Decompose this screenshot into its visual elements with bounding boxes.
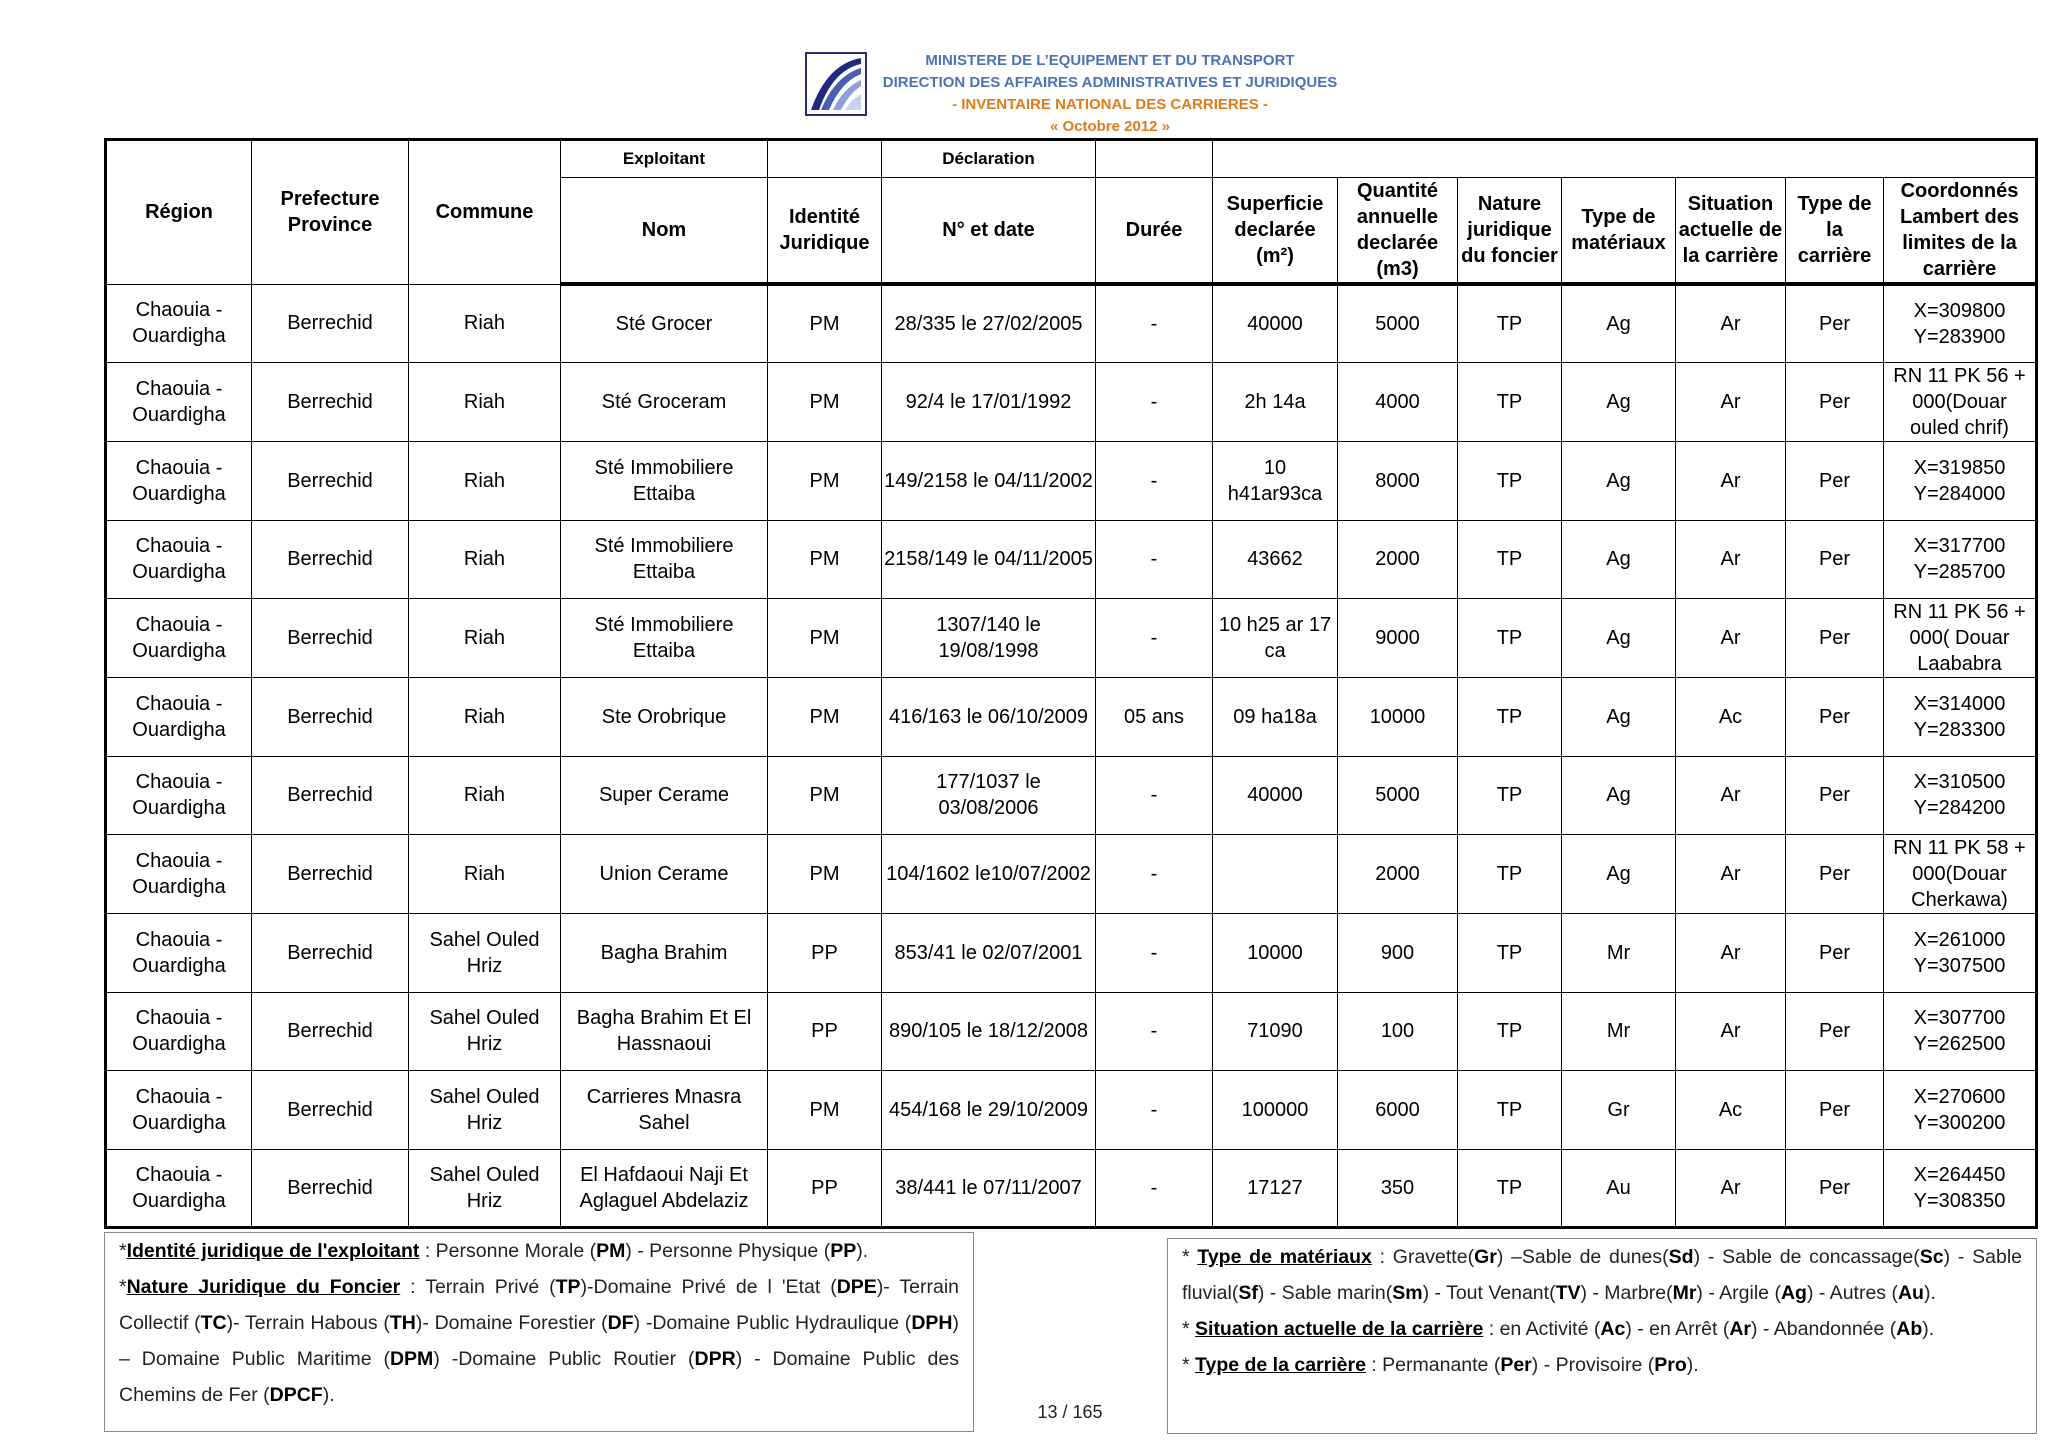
cell-prefecture: Berrechid	[252, 914, 409, 993]
legend-code: DPE	[836, 1276, 877, 1298]
legend-left	[104, 1232, 974, 1432]
cell-nature: TP	[1458, 678, 1562, 757]
cell-type-carriere: Per	[1786, 678, 1884, 757]
col-header-superficie: Superficie declarée (m²)	[1213, 178, 1338, 285]
legend-text: ) - Provisoire (	[1531, 1354, 1655, 1376]
cell-situation: Ac	[1676, 1071, 1786, 1150]
cell-nom: Sté Immobiliere Ettaiba	[561, 599, 768, 678]
legend-code: Pro	[1654, 1354, 1687, 1376]
cell-prefecture: Berrechid	[252, 520, 409, 599]
cell-situation: Ar	[1676, 363, 1786, 442]
cell-type-carriere: Per	[1786, 1149, 1884, 1228]
table-row	[106, 1149, 2037, 1228]
header-row-groups	[106, 140, 2037, 178]
cell-region: Chaouia - Ouardigha	[106, 520, 252, 599]
cell-type-carriere: Per	[1786, 442, 1884, 521]
legend-bullet: *	[119, 1276, 127, 1298]
cell-region: Chaouia - Ouardigha	[106, 992, 252, 1071]
legend-code: Sm	[1392, 1282, 1423, 1304]
table-row	[106, 756, 2037, 835]
cell-type-materiaux: Ag	[1562, 599, 1676, 678]
legend-code: Sf	[1238, 1282, 1258, 1304]
cell-nature: TP	[1458, 520, 1562, 599]
table-row	[106, 1071, 2037, 1150]
cell-situation: Ar	[1676, 442, 1786, 521]
cell-region: Chaouia - Ouardigha	[106, 678, 252, 757]
cell-commune: Riah	[409, 835, 561, 914]
legend-code: PP	[830, 1240, 857, 1262]
cell-numero-date: 1307/140 le 19/08/1998	[882, 599, 1096, 678]
cell-prefecture: Berrechid	[252, 599, 409, 678]
cell-type-carriere: Per	[1786, 520, 1884, 599]
table-row	[106, 835, 2037, 914]
cell-numero-date: 92/4 le 17/01/1992	[882, 363, 1096, 442]
legend-code: Sc	[1919, 1246, 1944, 1268]
cell-quantite: 8000	[1338, 442, 1458, 521]
table-body	[106, 284, 2037, 1228]
cell-type-carriere: Per	[1786, 914, 1884, 993]
cell-identite: PM	[768, 442, 882, 521]
col-header-coordonnees: Coordonnés Lambert des limites de la carrière	[1884, 178, 2037, 285]
cell-nature: TP	[1458, 442, 1562, 521]
legend-text: )-Domaine Privé de l 'Etat (	[580, 1276, 837, 1298]
cell-coordonnees: X=317700 Y=285700	[1884, 520, 2037, 599]
header-text	[870, 50, 1350, 138]
legend-text: : en Activité (	[1483, 1318, 1601, 1340]
header-direction: DIRECTION DES AFFAIRES ADMINISTRATIVES ET JURIDIQUES	[882, 74, 1338, 91]
cell-situation: Ar	[1676, 835, 1786, 914]
cell-nom: Bagha Brahim	[561, 914, 768, 993]
cell-commune: Riah	[409, 363, 561, 442]
legend-bullet: *	[1182, 1246, 1198, 1268]
header-inventory: - INVENTAIRE NATIONAL DES CARRIERES -	[952, 96, 1268, 113]
cell-nature: TP	[1458, 1149, 1562, 1228]
cell-nom: Ste Orobrique	[561, 678, 768, 757]
group-header-declaration: Déclaration	[882, 140, 1096, 178]
cell-type-carriere: Per	[1786, 756, 1884, 835]
legend-code: DPH	[911, 1312, 953, 1334]
table-header	[106, 140, 2037, 285]
col-header-region: Région	[106, 140, 252, 285]
group-header-empty-1	[768, 140, 882, 178]
cell-prefecture: Berrechid	[252, 284, 409, 363]
cell-numero-date: 38/441 le 07/11/2007	[882, 1149, 1096, 1228]
legend-text: ) - Tout Venant(	[1422, 1282, 1556, 1304]
legend-right	[1167, 1238, 2037, 1434]
cell-numero-date: 149/2158 le 04/11/2002	[882, 442, 1096, 521]
legend-code: DF	[607, 1312, 634, 1334]
cell-region: Chaouia - Ouardigha	[106, 599, 252, 678]
legend-nature	[119, 1269, 959, 1413]
cell-nature: TP	[1458, 914, 1562, 993]
legend-code: Ar	[1729, 1318, 1752, 1340]
cell-quantite: 4000	[1338, 363, 1458, 442]
table-row	[106, 599, 2037, 678]
legend-text: ).	[1686, 1354, 1699, 1376]
cell-superficie: 17127	[1213, 1149, 1338, 1228]
legend-type-carriere-title: Type de la carrière	[1195, 1354, 1366, 1376]
legend-text: : Gravette(	[1371, 1246, 1475, 1268]
cell-type-materiaux: Au	[1562, 1149, 1676, 1228]
legend-code: TP	[555, 1276, 581, 1298]
cell-prefecture: Berrechid	[252, 992, 409, 1071]
cell-superficie: 40000	[1213, 756, 1338, 835]
legend-bullet: *	[119, 1240, 127, 1262]
cell-duree: -	[1096, 520, 1213, 599]
cell-type-carriere: Per	[1786, 599, 1884, 678]
cell-superficie: 100000	[1213, 1071, 1338, 1150]
cell-prefecture: Berrechid	[252, 1149, 409, 1228]
cell-nature: TP	[1458, 835, 1562, 914]
cell-coordonnees: RN 11 PK 56 + 000( Douar Laababra	[1884, 599, 2037, 678]
cell-nature: TP	[1458, 284, 1562, 363]
cell-superficie	[1213, 835, 1338, 914]
cell-duree: -	[1096, 914, 1213, 993]
legend-text: ).	[856, 1240, 869, 1262]
col-header-prefecture: Prefecture Province	[252, 140, 409, 285]
cell-nature: TP	[1458, 599, 1562, 678]
cell-quantite: 100	[1338, 992, 1458, 1071]
legend-code: Mr	[1672, 1282, 1697, 1304]
col-header-type-materiaux: Type de matériaux	[1562, 178, 1676, 285]
legend-bullet: *	[1182, 1354, 1196, 1376]
cell-duree: -	[1096, 1149, 1213, 1228]
cell-type-carriere: Per	[1786, 363, 1884, 442]
legend-code: DPCF	[269, 1384, 323, 1406]
col-header-numero-date: N° et date	[882, 178, 1096, 285]
cell-prefecture: Berrechid	[252, 363, 409, 442]
cell-type-carriere: Per	[1786, 284, 1884, 363]
cell-nature: TP	[1458, 992, 1562, 1071]
cell-duree: -	[1096, 442, 1213, 521]
legend-code: Per	[1500, 1354, 1532, 1376]
cell-type-materiaux: Ag	[1562, 363, 1676, 442]
legend-text: ) – Domaine Public Maritime (	[119, 1312, 959, 1370]
legend-text: ) -Domaine Public Routier (	[433, 1348, 695, 1370]
cell-nom: Union Cerame	[561, 835, 768, 914]
cell-region: Chaouia - Ouardigha	[106, 835, 252, 914]
legend-text: ) - Argile (	[1696, 1282, 1781, 1304]
legend-identite-title: Identité juridique de l'exploitant	[126, 1240, 420, 1262]
cell-coordonnees: RN 11 PK 56 + 000(Douar ouled chrif)	[1884, 363, 2037, 442]
cell-type-carriere: Per	[1786, 835, 1884, 914]
cell-nom: Super Cerame	[561, 756, 768, 835]
cell-superficie: 10000	[1213, 914, 1338, 993]
cell-nom: Sté Immobiliere Ettaiba	[561, 520, 768, 599]
cell-numero-date: 416/163 le 06/10/2009	[882, 678, 1096, 757]
page-header	[0, 50, 2048, 145]
legend-text: ) - Autres (	[1806, 1282, 1898, 1304]
table-row	[106, 520, 2037, 599]
cell-numero-date: 853/41 le 02/07/2001	[882, 914, 1096, 993]
cell-nom: Bagha Brahim Et El Hassnaoui	[561, 992, 768, 1071]
legend-text: ) - Sable marin(	[1257, 1282, 1393, 1304]
cell-coordonnees: X=309800 Y=283900	[1884, 284, 2037, 363]
table-row	[106, 284, 2037, 363]
table-row	[106, 678, 2037, 757]
legend-text: ) –Sable de dunes(	[1496, 1246, 1669, 1268]
cell-nom: Sté Immobiliere Ettaiba	[561, 442, 768, 521]
legend-code: Ab	[1896, 1318, 1923, 1340]
col-header-duree: Durée	[1096, 178, 1213, 285]
cell-region: Chaouia - Ouardigha	[106, 442, 252, 521]
quarries-table	[104, 138, 2038, 1229]
cell-identite: PM	[768, 835, 882, 914]
cell-superficie: 40000	[1213, 284, 1338, 363]
legend-type-materiaux	[1182, 1239, 2022, 1311]
cell-coordonnees: X=261000 Y=307500	[1884, 914, 2037, 993]
legend-text: ) -Domaine Public Hydraulique (	[633, 1312, 912, 1334]
cell-nom: Carrieres Mnasra Sahel	[561, 1071, 768, 1150]
legend-text: ) - Sable de concassage(	[1693, 1246, 1920, 1268]
cell-region: Chaouia - Ouardigha	[106, 1071, 252, 1150]
cell-quantite: 5000	[1338, 756, 1458, 835]
col-header-identite: Identité Juridique	[768, 178, 882, 285]
legend-code: PM	[596, 1240, 626, 1262]
legend-situation-title: Situation actuelle de la carrière	[1195, 1318, 1484, 1340]
cell-nom: Sté Grocer	[561, 284, 768, 363]
cell-superficie: 71090	[1213, 992, 1338, 1071]
cell-commune: Sahel Ouled Hriz	[409, 992, 561, 1071]
cell-situation: Ar	[1676, 520, 1786, 599]
cell-superficie: 10 h41ar93ca	[1213, 442, 1338, 521]
cell-identite: PM	[768, 678, 882, 757]
cell-situation: Ar	[1676, 599, 1786, 678]
cell-duree: -	[1096, 835, 1213, 914]
cell-commune: Riah	[409, 599, 561, 678]
legend-code: DPR	[694, 1348, 736, 1370]
cell-quantite: 10000	[1338, 678, 1458, 757]
cell-quantite: 350	[1338, 1149, 1458, 1228]
cell-duree: -	[1096, 992, 1213, 1071]
cell-coordonnees: X=264450 Y=308350	[1884, 1149, 2037, 1228]
cell-duree: -	[1096, 599, 1213, 678]
group-header-empty-3	[1213, 140, 2037, 178]
legend-text: ) - Sable fluvial(	[1182, 1246, 2022, 1304]
cell-identite: PM	[768, 599, 882, 678]
legend-code: DPM	[389, 1348, 434, 1370]
cell-region: Chaouia - Ouardigha	[106, 756, 252, 835]
col-header-nom: Nom	[561, 178, 768, 285]
cell-quantite: 2000	[1338, 835, 1458, 914]
legend-text: )- Terrain Collectif (	[119, 1276, 960, 1334]
cell-situation: Ar	[1676, 992, 1786, 1071]
cell-superficie: 43662	[1213, 520, 1338, 599]
cell-type-materiaux: Ag	[1562, 678, 1676, 757]
cell-numero-date: 890/105 le 18/12/2008	[882, 992, 1096, 1071]
table-row	[106, 914, 2037, 993]
cell-prefecture: Berrechid	[252, 835, 409, 914]
cell-type-carriere: Per	[1786, 1071, 1884, 1150]
cell-type-materiaux: Ag	[1562, 835, 1676, 914]
table-row	[106, 992, 2037, 1071]
cell-superficie: 10 h25 ar 17 ca	[1213, 599, 1338, 678]
cell-numero-date: 454/168 le 29/10/2009	[882, 1071, 1096, 1150]
cell-prefecture: Berrechid	[252, 1071, 409, 1150]
cell-commune: Riah	[409, 442, 561, 521]
cell-commune: Riah	[409, 756, 561, 835]
legend-nature-title: Nature Juridique du Foncier	[126, 1276, 401, 1298]
cell-nom: El Hafdaoui Naji Et Aglaguel Abdelaziz	[561, 1149, 768, 1228]
cell-numero-date: 28/335 le 27/02/2005	[882, 284, 1096, 363]
cell-duree: 05 ans	[1096, 678, 1213, 757]
cell-numero-date: 2158/149 le 04/11/2005	[882, 520, 1096, 599]
legend-code: TV	[1555, 1282, 1581, 1304]
cell-commune: Riah	[409, 678, 561, 757]
legend-text: : Terrain Privé (	[400, 1276, 556, 1298]
cell-nom: Sté Groceram	[561, 363, 768, 442]
cell-coordonnees: X=314000 Y=283300	[1884, 678, 2037, 757]
cell-situation: Ar	[1676, 756, 1786, 835]
legend-code: Sd	[1668, 1246, 1694, 1268]
cell-duree: -	[1096, 363, 1213, 442]
cell-region: Chaouia - Ouardigha	[106, 284, 252, 363]
col-header-nature: Nature juridique du foncier	[1458, 178, 1562, 285]
group-header-exploitant: Exploitant	[561, 140, 768, 178]
col-header-quantite: Quantité annuelle declarée (m3)	[1338, 178, 1458, 285]
cell-identite: PM	[768, 1071, 882, 1150]
legend-text: ) - Abandonnée (	[1751, 1318, 1897, 1340]
cell-type-materiaux: Ag	[1562, 442, 1676, 521]
header-date: « Octobre 2012 »	[1049, 118, 1171, 135]
cell-commune: Riah	[409, 520, 561, 599]
cell-numero-date: 177/1037 le 03/08/2006	[882, 756, 1096, 835]
cell-quantite: 6000	[1338, 1071, 1458, 1150]
cell-nature: TP	[1458, 363, 1562, 442]
cell-prefecture: Berrechid	[252, 442, 409, 521]
legend-text: )- Domaine Forestier (	[415, 1312, 608, 1334]
legend-code: Ac	[1600, 1318, 1626, 1340]
legend-text: ) - Marbre(	[1580, 1282, 1673, 1304]
cell-situation: Ar	[1676, 1149, 1786, 1228]
cell-coordonnees: X=270600 Y=300200	[1884, 1071, 2037, 1150]
header-ministry: MINISTERE DE L’EQUIPEMENT ET DU TRANSPORT	[925, 52, 1295, 69]
legend-bullet: *	[1182, 1318, 1196, 1340]
cell-quantite: 9000	[1338, 599, 1458, 678]
legend-identite	[119, 1233, 959, 1269]
cell-superficie: 09 ha18a	[1213, 678, 1338, 757]
cell-region: Chaouia - Ouardigha	[106, 1149, 252, 1228]
cell-coordonnees: RN 11 PK 58 + 000(Douar Cherkawa)	[1884, 835, 2037, 914]
col-header-situation: Situation actuelle de la carrière	[1676, 178, 1786, 285]
legend-text: ).	[1923, 1282, 1936, 1304]
cell-identite: PP	[768, 1149, 882, 1228]
cell-type-materiaux: Mr	[1562, 992, 1676, 1071]
ministry-logo	[805, 52, 867, 116]
legend-situation	[1182, 1311, 2022, 1347]
legend-code: Gr	[1474, 1246, 1497, 1268]
cell-nature: TP	[1458, 756, 1562, 835]
cell-identite: PM	[768, 363, 882, 442]
legend-text: ) - en Arrêt (	[1625, 1318, 1730, 1340]
cell-commune: Sahel Ouled Hriz	[409, 914, 561, 993]
cell-type-materiaux: Ag	[1562, 756, 1676, 835]
table-row	[106, 363, 2037, 442]
cell-situation: Ar	[1676, 914, 1786, 993]
cell-quantite: 900	[1338, 914, 1458, 993]
cell-superficie: 2h 14a	[1213, 363, 1338, 442]
cell-duree: -	[1096, 756, 1213, 835]
legend-text: ) - Personne Physique (	[625, 1240, 831, 1262]
cell-coordonnees: X=310500 Y=284200	[1884, 756, 2037, 835]
legend-text: ) - Domaine Public des Chemins de Fer (	[119, 1348, 959, 1406]
cell-situation: Ar	[1676, 284, 1786, 363]
col-header-type-carriere: Type de la carrière	[1786, 178, 1884, 285]
cell-type-materiaux: Gr	[1562, 1071, 1676, 1150]
cell-commune: Riah	[409, 284, 561, 363]
cell-prefecture: Berrechid	[252, 756, 409, 835]
legend-text: ).	[322, 1384, 335, 1406]
cell-identite: PM	[768, 520, 882, 599]
cell-type-carriere: Per	[1786, 992, 1884, 1071]
cell-coordonnees: X=319850 Y=284000	[1884, 442, 2037, 521]
cell-duree: -	[1096, 1071, 1213, 1150]
cell-type-materiaux: Mr	[1562, 914, 1676, 993]
legend-type-materiaux-title: Type de matériaux	[1197, 1246, 1372, 1268]
legend-code: TH	[389, 1312, 416, 1334]
group-header-empty-2	[1096, 140, 1213, 178]
page-number: 13 / 165	[1037, 1402, 1103, 1422]
cell-identite: PP	[768, 914, 882, 993]
table-row	[106, 442, 2037, 521]
cell-identite: PM	[768, 284, 882, 363]
cell-identite: PP	[768, 992, 882, 1071]
cell-numero-date: 104/1602 le10/07/2002	[882, 835, 1096, 914]
cell-quantite: 5000	[1338, 284, 1458, 363]
cell-commune: Sahel Ouled Hriz	[409, 1071, 561, 1150]
cell-type-materiaux: Ag	[1562, 284, 1676, 363]
legend-code: Au	[1897, 1282, 1924, 1304]
legend-code: Ag	[1780, 1282, 1807, 1304]
legend-code: TC	[200, 1312, 227, 1334]
cell-region: Chaouia - Ouardigha	[106, 363, 252, 442]
cell-region: Chaouia - Ouardigha	[106, 914, 252, 993]
cell-quantite: 2000	[1338, 520, 1458, 599]
cell-type-materiaux: Ag	[1562, 520, 1676, 599]
cell-coordonnees: X=307700 Y=262500	[1884, 992, 2037, 1071]
cell-commune: Sahel Ouled Hriz	[409, 1149, 561, 1228]
legend-text: : Personne Morale (	[419, 1240, 597, 1262]
legend-text: )- Terrain Habous (	[226, 1312, 390, 1334]
cell-duree: -	[1096, 284, 1213, 363]
cell-situation: Ac	[1676, 678, 1786, 757]
cell-identite: PM	[768, 756, 882, 835]
legend-text: ).	[1922, 1318, 1935, 1340]
legend-text: : Permanante (	[1365, 1354, 1501, 1376]
cell-prefecture: Berrechid	[252, 678, 409, 757]
cell-nature: TP	[1458, 1071, 1562, 1150]
legend-type-carriere	[1182, 1347, 2022, 1383]
col-header-commune: Commune	[409, 140, 561, 285]
